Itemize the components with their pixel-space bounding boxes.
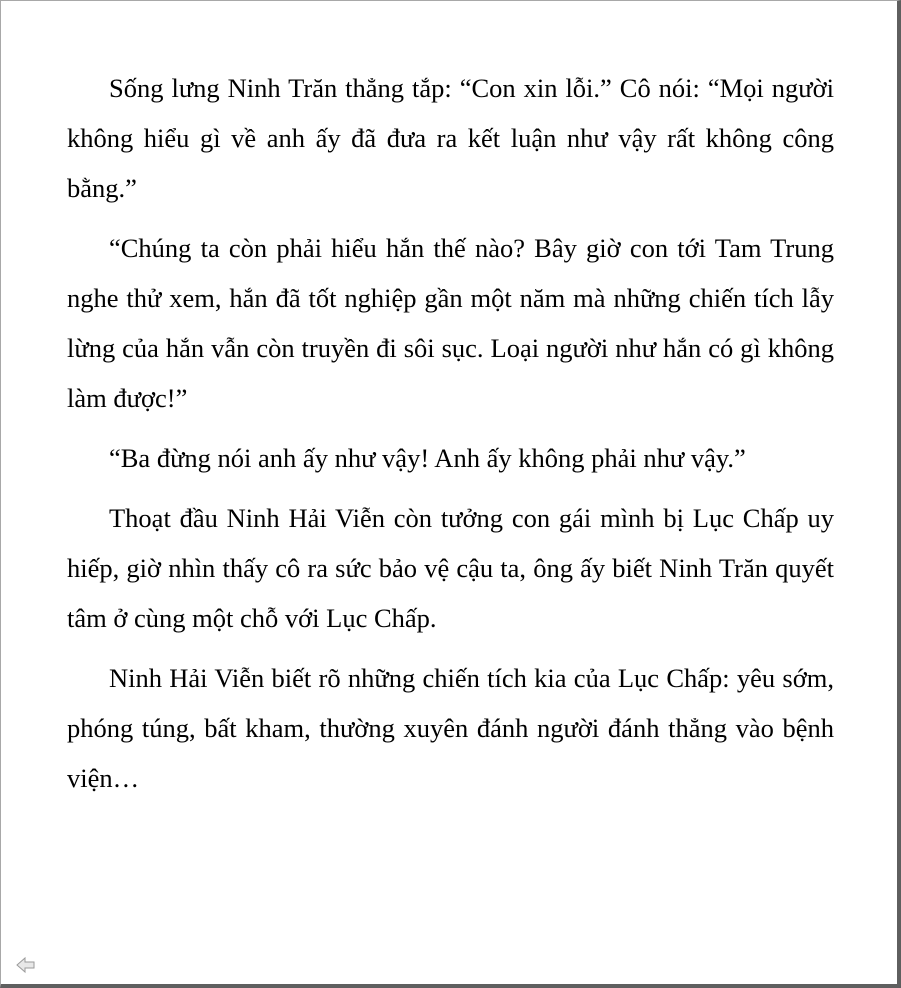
previous-slide-button[interactable]: [16, 956, 36, 974]
paragraph-1: Sống lưng Ninh Trăn thẳng tắp: “Con xin lỗi.” Cô nói: “Mọi người không hiểu gì về anh ấy đã đưa ra kết luận như vậy rất không công bằng.”: [67, 73, 834, 203]
paragraph-2: “Chúng ta còn phải hiểu hắn thế nào? Bây giờ con tới Tam Trung nghe thử xem, hắn đã tốt nghiệp gần một năm mà những chiến tích lẫy lừng của hắn vẫn còn truyền đi sôi sục. Loại người như hắn có gì không làm được!”: [67, 233, 834, 413]
paragraph-4: Thoạt đầu Ninh Hải Viễn còn tưởng con gái mình bị Lục Chấp uy hiếp, giờ nhìn thấy cô ra sức bảo vệ cậu ta, ông ấy biết Ninh Trăn quyết tâm ở cùng một chỗ với Lục Chấp.: [67, 503, 834, 633]
document-page: [67, 63, 834, 813]
paragraph-5: Ninh Hải Viễn biết rõ những chiến tích kia của Lục Chấp: yêu sớm, phóng túng, bất kham, thường xuyên đánh người đánh thẳng vào bệnh viện…: [67, 663, 834, 793]
paragraph-3: “Ba đừng nói anh ấy như vậy! Anh ấy không phải như vậy.”: [109, 443, 746, 473]
arrow-left-icon: [16, 956, 36, 974]
